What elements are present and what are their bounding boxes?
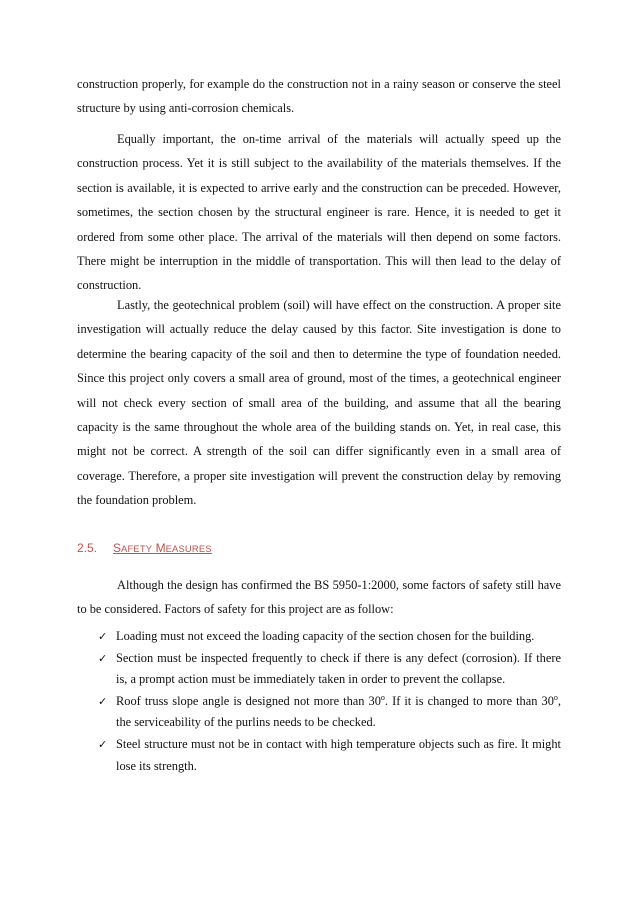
paragraph-geotechnical: Lastly, the geotechnical problem (soil) will have effect on the construction. A proper site investigation will actually reduce the delay caused by this factor. Site investigation is done to determine the bearing capacity of the soil and then to determine the type of foundation needed. Since this project only covers a small area of ground, most of the times, a geotechnical engineer will not check every section of small area of the building, and assume that all the bearing capacity is the same throughout the whole area of the building stands on. Yet, in real case, this might not be correct. A strength of the soil can differ significantly even in a small area of coverage. Therefore, a proper site investigation will prevent the construction delay by removing the foundation problem. — [77, 298, 561, 508]
section-title: SAFETY MEASURES — [113, 541, 212, 555]
paragraph-materials-arrival: Equally important, the on-time arrival of the materials will actually speed up the construction process. Yet it is still subject to the availability of the materials themselves. If the section is available, it is expected to arrive early and the construction can be preceded. However, sometimes, the section chosen by the structural engineer is rare. Hence, it is needed to get it ordered from some other place. The arrival of the materials will then depend on some factors. There might be interruption in the middle of transportation. This will then lead to the delay of construction. — [77, 132, 561, 293]
paragraph-safety-intro: Although the design has confirmed the BS 5950-1:2000, some factors of safety still have to be considered. Factors of safety for this project are as follow: — [77, 578, 561, 617]
safety-factor-list — [98, 626, 561, 777]
list-item: ✓ Roof truss slope angle is designed not more than 30$^o$. If it is changed to more than 30$^o$, the serviceability of the purlins needs to be checked. — [98, 692, 561, 730]
list-item: ✓ Section must be inspected frequently to check if there is any defect (corrosion). If there is, a prompt action must be immediately taken in order to prevent the collapse. — [98, 648, 561, 691]
checkmark-icon: ✓ — [98, 651, 108, 665]
list-item: ✓ Loading must not exceed the loading capacity of the section chosen for the building. — [98, 626, 561, 648]
section-number: 2.5. — [77, 541, 98, 555]
section-heading — [77, 541, 212, 555]
checkmark-icon: ✓ — [98, 630, 108, 643]
paragraph-continued: construction properly, for example do the construction not in a rainy season or conserve the steel structure by using anti-corrosion chemicals. — [77, 77, 561, 116]
checkmark-icon: ✓ — [98, 694, 108, 708]
list-item: ✓ Steel structure must not be in contact with high temperature objects such as fire. It might lose its strength. — [98, 734, 561, 777]
checkmark-icon: ✓ — [98, 737, 108, 751]
